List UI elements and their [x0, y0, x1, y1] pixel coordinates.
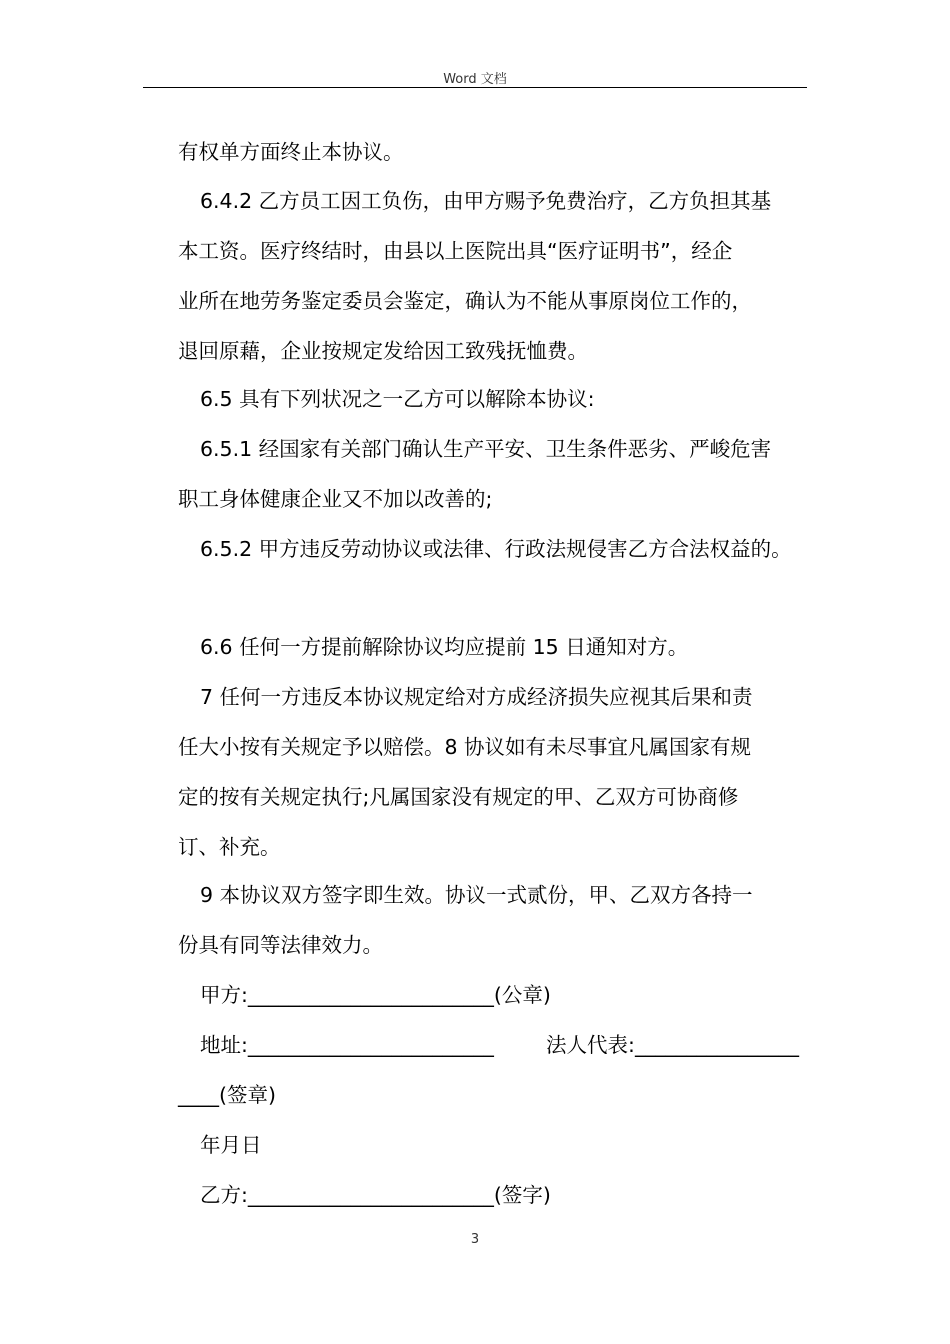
header-divider — [143, 87, 807, 88]
header-title: Word 文档 — [443, 72, 507, 87]
text-line: 6.5.2 甲方违反劳动协议或法律、行政法规侵害乙方合法权益的。 — [200, 537, 792, 561]
signature-line-party-b: 乙方:________________________(签字) — [200, 1183, 551, 1207]
text-line: 本工资。医疗终结时，由县以上医院出具“医疗证明书”，经企 — [178, 239, 733, 263]
text-line: 职工身体健康企业又不加以改善的; — [178, 487, 493, 511]
text-line: 9 本协议双方签字即生效。协议一式贰份，甲、乙双方各持一 — [200, 883, 753, 907]
text-line: 6.5 具有下列状况之一乙方可以解除本协议: — [200, 387, 595, 411]
text-line: 有权单方面终止本协议。 — [178, 140, 404, 164]
text-line: 订、补充。 — [178, 835, 281, 859]
signature-line-seal: ____(签章) — [178, 1083, 276, 1107]
text-line: 份具有同等法律效力。 — [178, 933, 383, 957]
text-line: 定的按有关规定执行;凡属国家没有规定的甲、乙双方可协商修 — [178, 785, 739, 809]
text-line: 业所在地劳务鉴定委员会鉴定，确认为不能从事原岗位工作的， — [178, 289, 752, 313]
text-line: 6.4.2 乙方员工因工负伤，由甲方赐予免费治疗，乙方负担其基 — [200, 189, 772, 213]
text-line: 7 任何一方违反本协议规定给对方成经济损失应视其后果和责 — [200, 685, 753, 709]
page-number: 3 — [470, 1232, 480, 1247]
text-line: 任大小按有关规定予以赔偿。8 协议如有未尽事宜凡属国家有规 — [178, 735, 752, 759]
text-line: 6.5.1 经国家有关部门确认生产平安、卫生条件恶劣、严峻危害 — [200, 437, 772, 461]
date-line: 年月日 — [200, 1133, 262, 1157]
text-line: 退回原藉，企业按规定发给因工致残抚恤费。 — [178, 339, 588, 363]
signature-line-party-a: 甲方:________________________(公章) — [200, 983, 551, 1007]
signature-line-address: 地址:________________________ 法人代表:________________ — [200, 1033, 799, 1057]
text-line: 6.6 任何一方提前解除协议均应提前 15 日通知对方。 — [200, 635, 689, 659]
